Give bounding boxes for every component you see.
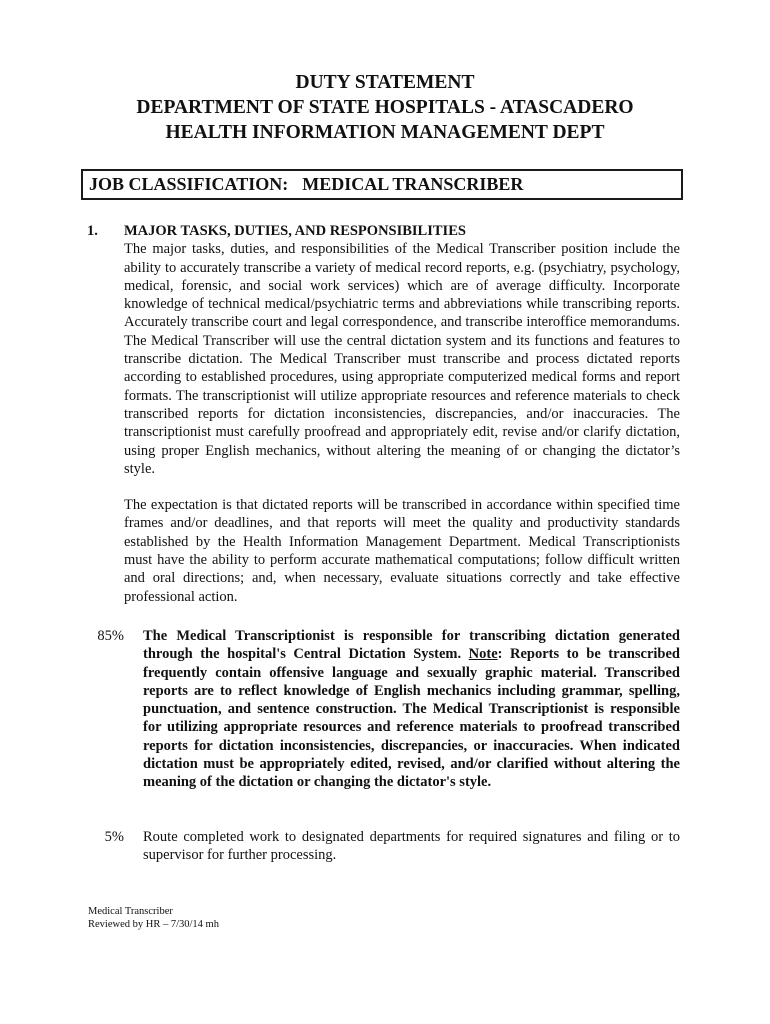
task-text-part: The Medical Transcriptionist is responsible for transcribing dictation generated through the hospital's Central Dictation System.	[143, 628, 680, 663]
task-percent: 85%	[97, 628, 124, 644]
title-department: DEPARTMENT OF STATE HOSPITALS - ATASCADERO	[136, 97, 634, 118]
duties-paragraph: The major tasks, duties, and responsibilities of the Medical Transcriber position include the ability to accurately transcribe a variety of medical record reports, e.g. (psychiatry, psychology, medical, forensic, and social work services) which are of average difficulty. Incorporate knowledge of technical medical/psychiatric terms and abbreviations while transcribing reports. Accurately transcribe court and legal correspondence, and transcribe interoffice memorandums. The Medical Transcriber will use the central dictation system and its functions and features to transcribe dictation. The Medical Transcriber must transcribe and process dictated reports according to established procedures, using appropriate computerized medical forms and report formats. The transcriptionist will utilize appropriate resources and reference materials to check transcribed reports for dictation inconsistencies, discrepancies, and/or inaccuracies. The transcriptionist must carefully proofread and appropriately edit, revise and/or clarify dictation, using proper English mechanics, without altering the meaning of or changing the dictator’s style.	[124, 241, 680, 477]
job-classification-value: MEDICAL TRANSCRIBER	[302, 174, 524, 194]
page-footer	[88, 906, 219, 931]
job-classification-box	[81, 169, 683, 200]
section-heading: MAJOR TASKS, DUTIES, AND RESPONSIBILITIES	[124, 223, 466, 239]
footer-title: Medical Transcriber	[88, 906, 173, 917]
task-description: Route completed work to designated departments for required signatures and filing or to supervisor for further processing.	[143, 829, 680, 864]
note-label: Note	[468, 646, 498, 663]
section-number: 1.	[87, 223, 98, 239]
task-text-part: : Reports to be transcribed frequently contain offensive language and sexually graphic material. Transcribed reports are to reflect knowledge of English mechanics including grammar, spelling, punctuation, and sentence construction. The Medical Transcriptionist is responsible for utilizing appropriate resources and reference materials to proofread transcribed reports for dictation inconsistencies, discrepancies, or inaccuracies. When indicated dictation must be appropriately edited, revised, and/or clarified without altering the meaning of the dictation or changing the dictator's style.	[143, 646, 680, 791]
title-him-dept: HEALTH INFORMATION MANAGEMENT DEPT	[165, 122, 605, 143]
title-duty-statement: DUTY STATEMENT	[295, 72, 475, 93]
expectations-paragraph: The expectation is that dictated reports will be transcribed in accordance within specified time frames and/or deadlines, and that reports will meet the quality and productivity standards established by the Health Information Management Department. Medical Transcriptionists must have the ability to perform accurate mathematical computations; follow difficult written and oral directions; and, when necessary, evaluate situations correctly and take effective professional action.	[124, 497, 680, 605]
document-title	[0, 70, 770, 145]
task-description	[143, 627, 680, 792]
section-body	[124, 222, 680, 606]
task-percent: 5%	[104, 829, 124, 845]
job-classification-label: JOB CLASSIFICATION:	[89, 174, 289, 194]
footer-review: Reviewed by HR – 7/30/14 mh	[88, 918, 219, 930]
